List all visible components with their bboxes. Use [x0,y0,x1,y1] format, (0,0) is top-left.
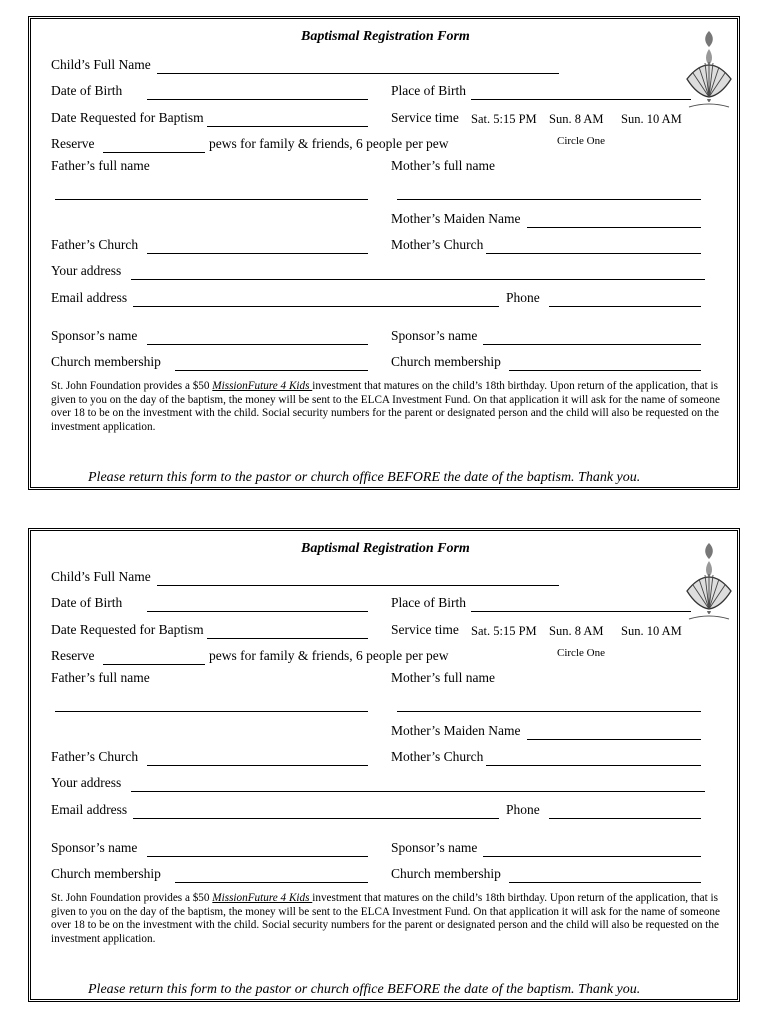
service-option-sun-10[interactable]: Sun. 10 AM [621,112,682,126]
service-time-label: Service time [391,622,459,637]
fathers-name-label: Father’s full name [51,670,150,685]
membership-1-label: Church membership [51,866,161,881]
mothers-name-field[interactable] [397,199,701,200]
paragraph-intro: St. John Foundation provides a $50 [51,892,213,904]
closing-note: Please return this form to the pastor or church office BEFORE the date of the baptism. Thank you. [88,470,641,485]
reserve-label: Reserve [51,648,95,663]
membership-2-field[interactable] [509,882,701,883]
pews-text: pews for family & friends, 6 people per pew [209,136,449,151]
service-option-sun-10[interactable]: Sun. 10 AM [621,624,682,638]
sponsor-1-field[interactable] [147,344,368,345]
maiden-name-label: Mother’s Maiden Name [391,211,521,226]
fathers-church-label: Father’s Church [51,237,139,252]
fathers-name-field[interactable] [55,711,368,712]
service-time-label: Service time [391,110,459,125]
sponsor-2-field[interactable] [483,856,701,857]
registration-form-2 [28,528,740,1002]
mothers-church-label: Mother’s Church [391,749,484,764]
sponsor-2-label: Sponsor’s name [391,840,478,855]
date-requested-label: Date Requested for Baptism [51,622,204,637]
program-name: MissionFuture 4 Kids [212,892,313,904]
foundation-paragraph [51,892,731,946]
closing-note: Please return this form to the pastor or church office BEFORE the date of the baptism. Thank you. [88,982,641,997]
date-requested-field[interactable] [207,126,368,127]
membership-1-label: Church membership [51,354,161,369]
maiden-name-field[interactable] [527,227,701,228]
reserve-label: Reserve [51,136,95,151]
fathers-church-field[interactable] [147,765,368,766]
circle-one-note: Circle One [557,135,605,147]
membership-1-field[interactable] [175,882,368,883]
address-label: Your address [51,775,122,790]
dob-field[interactable] [147,611,368,612]
phone-field[interactable] [549,306,701,307]
phone-label: Phone [506,802,540,817]
mothers-church-field[interactable] [486,765,701,766]
service-option-sun-8[interactable]: Sun. 8 AM [549,624,604,638]
sponsor-2-label: Sponsor’s name [391,328,478,343]
email-label: Email address [51,802,128,817]
child-name-field[interactable] [157,585,559,586]
child-name-field[interactable] [157,73,559,74]
mothers-church-label: Mother’s Church [391,237,484,252]
place-of-birth-field[interactable] [471,99,691,100]
service-option-sat[interactable]: Sat. 5:15 PM [471,112,537,126]
fathers-church-label: Father’s Church [51,749,139,764]
dob-label: Date of Birth [51,595,123,610]
child-name-label: Child’s Full Name [51,57,151,72]
mothers-church-field[interactable] [486,253,701,254]
sponsor-1-field[interactable] [147,856,368,857]
membership-1-field[interactable] [175,370,368,371]
child-name-label: Child’s Full Name [51,569,151,584]
membership-2-label: Church membership [391,866,501,881]
membership-2-label: Church membership [391,354,501,369]
paragraph-intro: St. John Foundation provides a $50 [51,380,213,392]
circle-one-note: Circle One [557,647,605,659]
email-label: Email address [51,290,128,305]
mothers-name-label: Mother’s full name [391,670,495,685]
service-option-sat[interactable]: Sat. 5:15 PM [471,624,537,638]
fathers-name-label: Father’s full name [51,158,150,173]
place-of-birth-label: Place of Birth [391,83,466,98]
dob-label: Date of Birth [51,83,123,98]
sponsor-1-label: Sponsor’s name [51,328,138,343]
maiden-name-field[interactable] [527,739,701,740]
phone-label: Phone [506,290,540,305]
form-title: Baptismal Registration Form [301,541,470,556]
mothers-name-field[interactable] [397,711,701,712]
pews-field[interactable] [103,152,205,153]
registration-form-1 [28,16,740,490]
maiden-name-label: Mother’s Maiden Name [391,723,521,738]
pews-field[interactable] [103,664,205,665]
phone-field[interactable] [549,818,701,819]
dob-field[interactable] [147,99,368,100]
paragraph-body: investment that matures on the child’s 18th birthday. Upon return of the application, that is given to you on the day of the baptism, the money will be sent to the ELCA Investment Fund. On that application it will ask for the name of someone over 18 to be on the investment with the child. Social security numbers for the parent or designated person and the child will also be requested on the investment application. [51,892,720,945]
form-title: Baptismal Registration Form [301,29,470,44]
foundation-paragraph [51,380,731,434]
place-of-birth-label: Place of Birth [391,595,466,610]
email-field[interactable] [133,818,499,819]
address-field[interactable] [131,279,705,280]
fathers-church-field[interactable] [147,253,368,254]
membership-2-field[interactable] [509,370,701,371]
fathers-name-field[interactable] [55,199,368,200]
sponsor-1-label: Sponsor’s name [51,840,138,855]
pews-text: pews for family & friends, 6 people per pew [209,648,449,663]
program-name: MissionFuture 4 Kids [212,380,313,392]
address-field[interactable] [131,791,705,792]
place-of-birth-field[interactable] [471,611,691,612]
date-requested-field[interactable] [207,638,368,639]
address-label: Your address [51,263,122,278]
date-requested-label: Date Requested for Baptism [51,110,204,125]
email-field[interactable] [133,306,499,307]
sponsor-2-field[interactable] [483,344,701,345]
service-option-sun-8[interactable]: Sun. 8 AM [549,112,604,126]
mothers-name-label: Mother’s full name [391,158,495,173]
paragraph-body: investment that matures on the child’s 18th birthday. Upon return of the application, that is given to you on the day of the baptism, the money will be sent to the ELCA Investment Fund. On that application it will ask for the name of someone over 18 to be on the investment with the child. Social security numbers for the parent or designated person and the child will also be requested on the investment application. [51,380,720,433]
